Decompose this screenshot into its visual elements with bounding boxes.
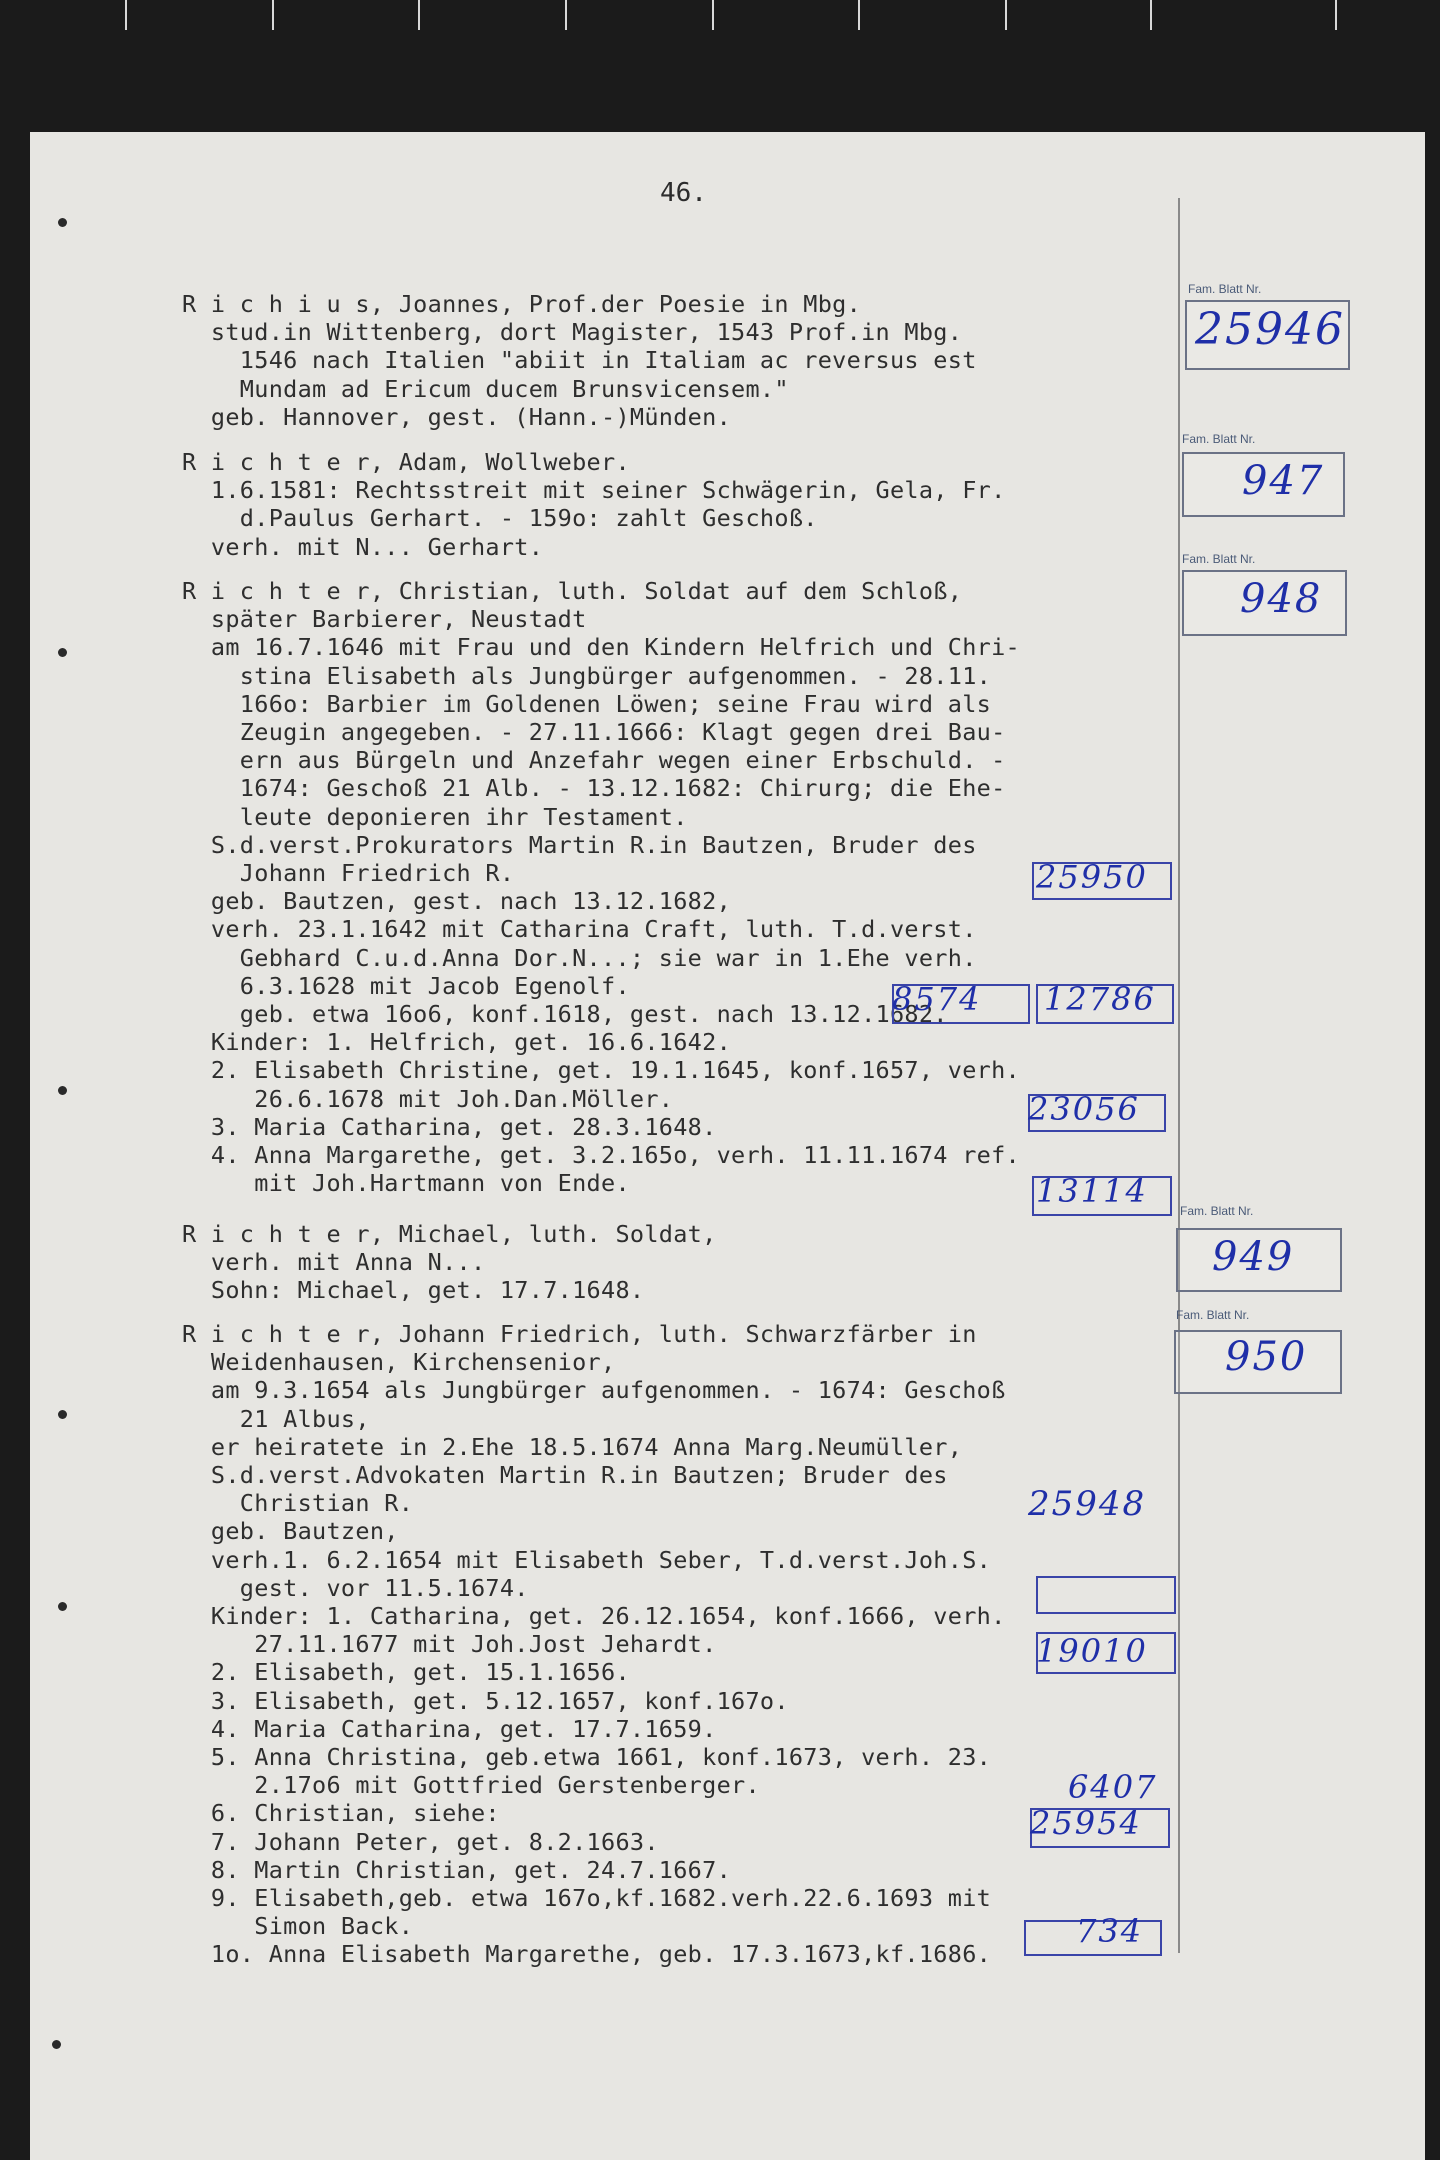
entry-text-line: Kinder: 1. Catharina, get. 26.12.1654, konf.1666, verh. [182, 1602, 1006, 1630]
entry-text-line: am 9.3.1654 als Jungbürger aufgenommen. - 1674: Geschoß [182, 1376, 1006, 1405]
entry-text-line: 4. Maria Catharina, get. 17.7.1659. [182, 1714, 717, 1743]
entry-text-line: mit Joh.Hartmann von Ende. [182, 1169, 630, 1198]
entry-text-line: geb. Bautzen, [182, 1517, 399, 1546]
ruler-tick [1005, 0, 1007, 30]
entry-text-line: 8. Martin Christian, get. 24.7.1667. [182, 1855, 732, 1884]
entry-text-line: Gebhard C.u.d.Anna Dor.N...; sie war in 1.Ehe verh. [182, 943, 977, 972]
entry-text-line: Sohn: Michael, get. 17.7.1648. [182, 1276, 645, 1305]
inline-number: 25954 [1030, 1804, 1142, 1842]
entry-heading-line: R i c h t e r, Christian, luth. Soldat auf dem Schloß, [182, 577, 963, 605]
entry-text-line: 7. Johann Peter, get. 8.2.1663. [182, 1827, 659, 1856]
inline-number: 734 [1076, 1912, 1144, 1950]
entry-text-line: leute deponieren ihr Testament. [182, 802, 688, 831]
entry-text-line: verh. 23.1.1642 mit Catharina Craft, luth. T.d.verst. [182, 915, 977, 944]
entry-heading-line: R i c h t e r, Johann Friedrich, luth. Schwarzfärber in [182, 1320, 977, 1348]
margin-divider [1178, 198, 1180, 1953]
entry-text-line: Simon Back. [182, 1912, 414, 1941]
entry-text-line: 4. Anna Margarethe, get. 3.2.165o, verh. 11.11.1674 ref. [182, 1141, 1020, 1169]
entry-text-line: stud.in Wittenberg, dort Magister, 1543 Prof.in Mbg. [182, 318, 963, 347]
page-number: 46. [660, 178, 707, 208]
inline-number: 6407 [1068, 1768, 1158, 1806]
ruler-tick [712, 0, 714, 30]
punch-hole [58, 218, 67, 227]
entry-text-line: Mundam ad Ericum ducem Brunsvicensem." [182, 374, 789, 403]
ruler-tick [1335, 0, 1337, 30]
punch-hole [58, 1410, 67, 1419]
entry-text-line: verh. mit Anna N... [182, 1248, 486, 1277]
entry-text-line: S.d.verst.Advokaten Martin R.in Bautzen; Bruder des [182, 1461, 948, 1489]
entry-text-line: 2. Elisabeth Christine, get. 19.1.1645, konf.1657, verh. [182, 1056, 1020, 1085]
entry-heading-line: R i c h t e r, Adam, Wollweber. [182, 448, 630, 476]
entry-text-line: stina Elisabeth als Jungbürger aufgenommen. - 28.11. [182, 661, 992, 690]
entry-text-line: ern aus Bürgeln und Anzefahr wegen einer Erbschuld. - [182, 746, 1006, 775]
fam-blatt-label: Fam. Blatt Nr. [1176, 1308, 1250, 1322]
entry-text-line: 1546 nach Italien "abiit in Italiam ac reversus est [182, 346, 977, 375]
ruler-tick [858, 0, 860, 30]
entry-text-line: 3. Maria Catharina, get. 28.3.1648. [182, 1112, 717, 1141]
entry-text-line: gest. vor 11.5.1674. [182, 1573, 529, 1602]
fam-blatt-label: Fam. Blatt Nr. [1188, 282, 1262, 296]
punch-hole [52, 2040, 61, 2049]
fam-blatt-label: Fam. Blatt Nr. [1180, 1204, 1254, 1218]
inline-number: 19010 [1036, 1632, 1148, 1670]
entry-text-line: Weidenhausen, Kirchensenior, [182, 1348, 616, 1377]
entry-text-line: geb. etwa 16o6, konf.1618, gest. nach 13.12.1682. [182, 1000, 948, 1028]
entry-text-line: Johann Friedrich R. [182, 859, 515, 887]
ruler-tick [125, 0, 127, 30]
entry-text-line: 2. Elisabeth, get. 15.1.1656. [182, 1658, 630, 1687]
punch-hole [58, 648, 67, 657]
entry-text-line: er heiratete in 2.Ehe 18.5.1674 Anna Marg.Neumüller, [182, 1432, 963, 1461]
ruler-tick [1150, 0, 1152, 30]
entry-text-line: 2.17o6 mit Gottfried Gerstenberger. [182, 1771, 760, 1800]
fam-blatt-number: 950 [1225, 1334, 1308, 1380]
fam-blatt-number: 25946 [1195, 304, 1345, 355]
punch-hole [58, 1602, 67, 1611]
entry-text-line: 166o: Barbier im Goldenen Löwen; seine Frau wird als [182, 689, 992, 718]
entry-text-line: 9. Elisabeth,geb. etwa 167o,kf.1682.verh.22.6.1693 mit [182, 1884, 992, 1912]
entry-text-line: 26.6.1678 mit Joh.Dan.Möller. [182, 1084, 674, 1113]
entry-text-line: geb. Bautzen, gest. nach 13.12.1682, [182, 887, 732, 916]
inline-number: 8574 [892, 980, 982, 1018]
punch-hole [58, 1086, 67, 1095]
entry-text-line: 27.11.1677 mit Joh.Jost Jehardt. [182, 1630, 717, 1659]
fam-blatt-label: Fam. Blatt Nr. [1182, 432, 1256, 446]
entry-text-line: später Barbierer, Neustadt [182, 605, 587, 634]
entry-text-line: 3. Elisabeth, get. 5.12.1657, konf.167o. [182, 1686, 789, 1715]
entry-text-line: verh. mit N... Gerhart. [182, 532, 544, 561]
entry-heading-line: R i c h i u s, Joannes, Prof.der Poesie in Mbg. [182, 290, 862, 318]
entry-text-line: 6. Christian, siehe: [182, 1799, 500, 1828]
entry-text-line: Kinder: 1. Helfrich, get. 16.6.1642. [182, 1028, 732, 1057]
ruler-tick [418, 0, 420, 30]
entry-text-line: am 16.7.1646 mit Frau und den Kindern Helfrich und Chri- [182, 633, 1020, 662]
inline-number: 25950 [1036, 858, 1148, 896]
fam-blatt-label: Fam. Blatt Nr. [1182, 552, 1256, 566]
inline-number: 23056 [1028, 1090, 1140, 1128]
entry-text-line: 1.6.1581: Rechtsstreit mit seiner Schwägerin, Gela, Fr. [182, 476, 1006, 505]
entry-text-line: 6.3.1628 mit Jacob Egenolf. [182, 971, 630, 1000]
entry-text-line: geb. Hannover, gest. (Hann.-)Münden. [182, 402, 732, 431]
inline-number: 25948 [1028, 1484, 1147, 1524]
entry-text-line: 5. Anna Christina, geb.etwa 1661, konf.1673, verh. 23. [182, 1743, 992, 1771]
entry-text-line: 21 Albus, [182, 1404, 370, 1433]
entry-text-line: verh.1. 6.2.1654 mit Elisabeth Seber, T.d.verst.Joh.S. [182, 1545, 992, 1574]
entry-text-line: Christian R. [182, 1489, 414, 1518]
entry-text-line: 1o. Anna Elisabeth Margarethe, geb. 17.3.1673,kf.1686. [182, 1940, 992, 1969]
entry-text-line: Zeugin angegeben. - 27.11.1666: Klagt gegen drei Bau- [182, 718, 1006, 746]
fam-blatt-number: 947 [1242, 458, 1325, 504]
inline-stamp-box [1036, 1576, 1176, 1614]
ruler-tick [565, 0, 567, 30]
entry-text-line: d.Paulus Gerhart. - 159o: zahlt Geschoß. [182, 504, 818, 533]
ruler-tick [272, 0, 274, 30]
fam-blatt-number: 949 [1212, 1234, 1295, 1280]
inline-number: 13114 [1036, 1172, 1148, 1210]
entry-heading-line: R i c h t e r, Michael, luth. Soldat, [182, 1220, 717, 1248]
entry-text-line: S.d.verst.Prokurators Martin R.in Bautzen, Bruder des [182, 830, 977, 859]
entry-text-line: 1674: Geschoß 21 Alb. - 13.12.1682: Chirurg; die Ehe- [182, 774, 1006, 803]
fam-blatt-number: 948 [1240, 576, 1323, 622]
inline-number: 12786 [1044, 980, 1156, 1018]
